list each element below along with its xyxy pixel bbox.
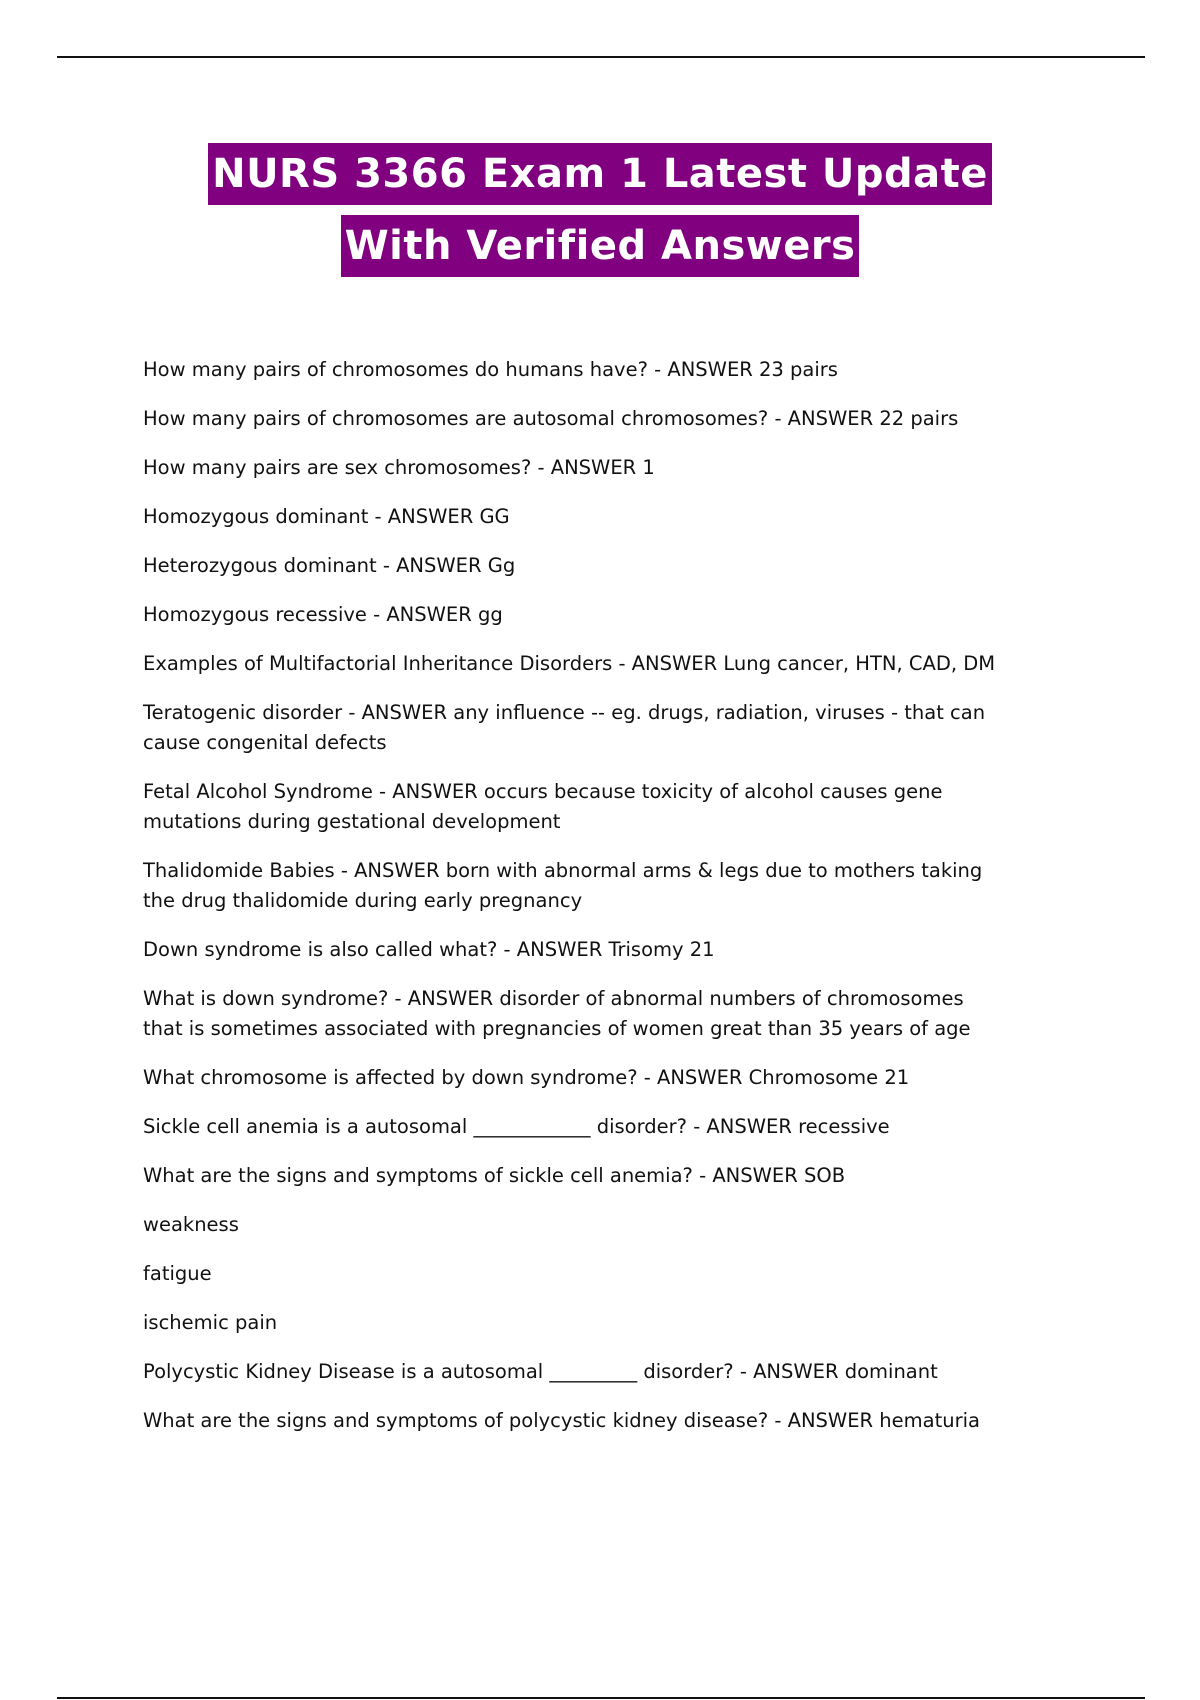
qa-list: [143, 355, 1103, 1455]
qa-item: weakness: [143, 1213, 239, 1236]
bottom-divider: [57, 1697, 1145, 1699]
qa-item: What are the signs and symptoms of sickle cell anemia? - ANSWER SOB: [143, 1164, 846, 1187]
qa-item: What is down syndrome? - ANSWER disorder of abnormal numbers of chromosomes that is sometimes associated with pregnancies of women great than 35 years of age: [143, 987, 971, 1040]
qa-item: What chromosome is affected by down syndrome? - ANSWER Chromosome 21: [143, 1066, 910, 1089]
qa-item: Homozygous recessive - ANSWER gg: [143, 603, 503, 626]
qa-item: What are the signs and symptoms of polycystic kidney disease? - ANSWER hematuria: [143, 1409, 980, 1432]
qa-item: Heterozygous dominant - ANSWER Gg: [143, 554, 516, 577]
qa-item: ischemic pain: [143, 1311, 278, 1334]
title-line-1: NURS 3366 Exam 1 Latest Update: [208, 143, 992, 205]
qa-item: Fetal Alcohol Syndrome - ANSWER occurs because toxicity of alcohol causes gene mutations during gestational development: [143, 780, 943, 833]
qa-item: How many pairs of chromosomes do humans have? - ANSWER 23 pairs: [143, 358, 838, 381]
qa-item: Teratogenic disorder - ANSWER any influence -- eg. drugs, radiation, viruses - that can cause congenital defects: [143, 701, 986, 754]
top-divider: [57, 56, 1145, 58]
title-line-2: With Verified Answers: [341, 215, 860, 277]
qa-item: Thalidomide Babies - ANSWER born with abnormal arms & legs due to mothers taking the drug thalidomide during early pregnancy: [143, 859, 983, 912]
qa-item: Down syndrome is also called what? - ANSWER Trisomy 21: [143, 938, 715, 961]
document-title: [0, 143, 1200, 277]
qa-item: Polycystic Kidney Disease is a autosomal _________ disorder? - ANSWER dominant: [143, 1360, 938, 1383]
qa-item: How many pairs are sex chromosomes? - ANSWER 1: [143, 456, 655, 479]
qa-item: Sickle cell anemia is a autosomal ____________ disorder? - ANSWER recessive: [143, 1115, 890, 1138]
qa-item: Homozygous dominant - ANSWER GG: [143, 505, 510, 528]
qa-item: How many pairs of chromosomes are autosomal chromosomes? - ANSWER 22 pairs: [143, 407, 959, 430]
qa-item: Examples of Multifactorial Inheritance Disorders - ANSWER Lung cancer, HTN, CAD, DM: [143, 652, 996, 675]
qa-item: fatigue: [143, 1262, 212, 1285]
